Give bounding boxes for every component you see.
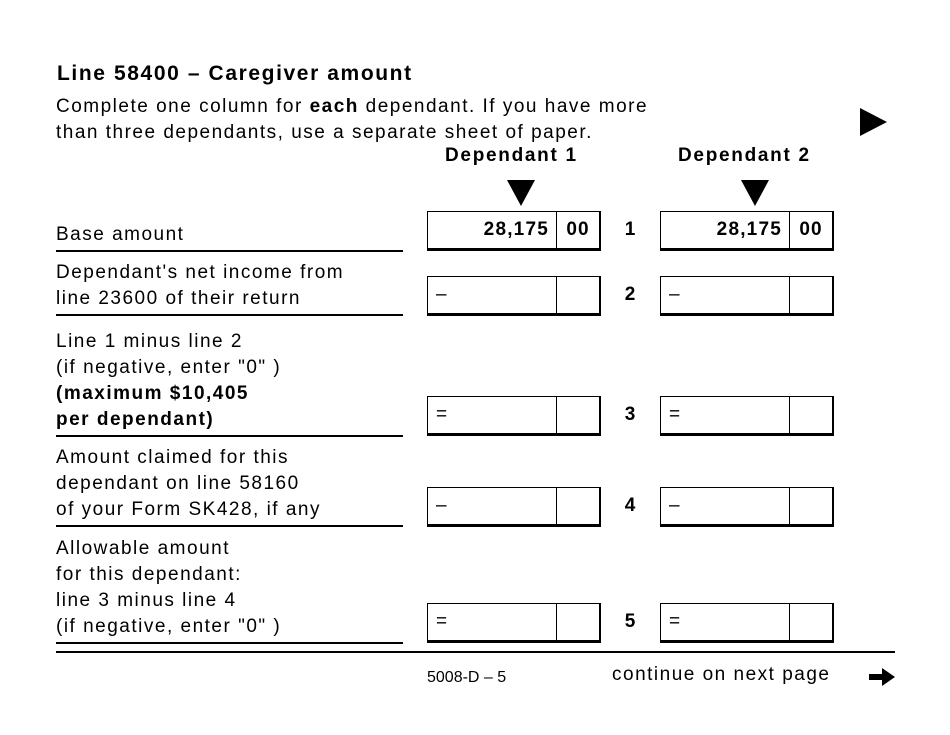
dollars-input[interactable] — [661, 212, 790, 248]
row-label-text: Line 1 minus line 2 — [56, 331, 243, 352]
dollars-value: 28,175 — [716, 219, 782, 240]
cents-input[interactable] — [557, 488, 599, 524]
dependant-2-line-5-field[interactable] — [660, 603, 834, 643]
operator-sign: = — [436, 404, 449, 425]
row-label-text: (if negative, enter "0" ) — [56, 616, 282, 637]
row-label-text: Dependant's net income from — [56, 262, 345, 283]
operator-sign: – — [669, 495, 681, 516]
column-header-dependant-2: Dependant 2 — [678, 145, 811, 166]
dollars-input[interactable] — [428, 277, 557, 313]
row-label-text: Amount claimed for this — [56, 447, 290, 468]
cents-input[interactable] — [557, 212, 599, 248]
dollars-value: 28,175 — [483, 219, 549, 240]
row-label-line-5 — [56, 529, 403, 644]
dollars-input[interactable] — [428, 604, 557, 640]
dependant-2-line-1-field[interactable] — [660, 211, 834, 251]
dollars-input[interactable] — [661, 604, 790, 640]
line-number: 4 — [624, 495, 636, 516]
dependant-2-line-4-field[interactable] — [660, 487, 834, 527]
row-label-text: Allowable amount — [56, 538, 230, 559]
operator-sign: = — [669, 611, 682, 632]
dependant-1-line-2-field[interactable] — [427, 276, 601, 316]
cents-input[interactable] — [790, 604, 832, 640]
dollars-input[interactable] — [661, 397, 790, 433]
row-label-text: for this dependant: — [56, 564, 242, 585]
row-label-text: of your Form SK428, if any — [56, 499, 321, 520]
row-label-text: line 3 minus line 4 — [56, 590, 237, 611]
operator-sign: – — [436, 495, 448, 516]
cents-input[interactable] — [790, 277, 832, 313]
cents-input[interactable] — [790, 397, 832, 433]
dependant-1-line-1-field[interactable] — [427, 211, 601, 251]
line-number: 5 — [624, 611, 636, 632]
dollars-input[interactable] — [661, 488, 790, 524]
right-arrow-icon — [868, 666, 896, 693]
row-label-bold-text: (maximum $10,405 — [56, 383, 249, 404]
cents-input[interactable] — [557, 277, 599, 313]
row-label-text: dependant on line 58160 — [56, 473, 300, 494]
row-label-line-2 — [56, 254, 403, 316]
cents-input[interactable] — [557, 604, 599, 640]
continue-text: continue on next page — [612, 664, 831, 685]
down-triangle-icon — [741, 180, 769, 206]
operator-sign: = — [436, 611, 449, 632]
line-number: 3 — [624, 404, 636, 425]
section-title: Line 58400 – Caregiver amount — [57, 62, 413, 85]
column-header-dependant-1: Dependant 1 — [445, 145, 578, 166]
row-label-bold-text: per dependant) — [56, 409, 215, 430]
row-label-text: line 23600 of their return — [56, 288, 301, 309]
dollars-input[interactable] — [428, 488, 557, 524]
row-label-line-1 — [56, 219, 403, 252]
dependant-1-line-3-field[interactable] — [427, 396, 601, 436]
dollars-input[interactable] — [428, 397, 557, 433]
row-label-line-4 — [56, 439, 403, 527]
down-triangle-icon — [507, 180, 535, 206]
row-label-text: (if negative, enter "0" ) — [56, 357, 282, 378]
instruction-part2: dependant. If you have more — [358, 96, 649, 117]
page-id: 5008-D – 5 — [427, 669, 507, 686]
line-number: 2 — [624, 284, 636, 305]
operator-sign: = — [669, 404, 682, 425]
bottom-rule — [56, 651, 895, 653]
operator-sign: – — [669, 284, 681, 305]
cents-value: 00 — [799, 219, 823, 240]
operator-sign: – — [436, 284, 448, 305]
cents-input[interactable] — [790, 488, 832, 524]
instruction-part1: Complete one column for — [56, 96, 310, 117]
right-triangle-icon — [860, 108, 887, 136]
row-label-text: Base amount — [56, 224, 185, 245]
cents-value: 00 — [566, 219, 590, 240]
cents-input[interactable] — [790, 212, 832, 248]
row-label-line-3 — [56, 320, 403, 437]
line-number: 1 — [624, 219, 636, 240]
instructions — [56, 94, 648, 146]
dependant-2-line-3-field[interactable] — [660, 396, 834, 436]
dollars-input[interactable] — [428, 212, 557, 248]
dependant-1-line-4-field[interactable] — [427, 487, 601, 527]
dependant-2-line-2-field[interactable] — [660, 276, 834, 316]
instruction-line2: than three dependants, use a separate sheet of paper. — [56, 122, 593, 143]
cents-input[interactable] — [557, 397, 599, 433]
dependant-1-line-5-field[interactable] — [427, 603, 601, 643]
instruction-bold: each — [309, 96, 359, 117]
dollars-input[interactable] — [661, 277, 790, 313]
